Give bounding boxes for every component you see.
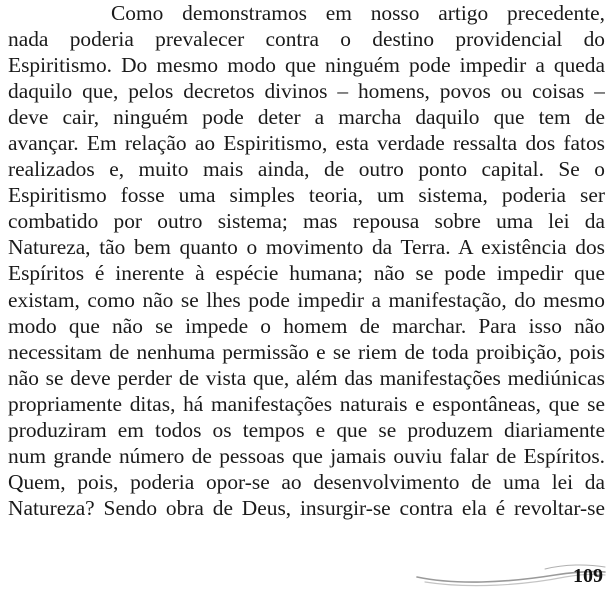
page-body	[8, 0, 605, 521]
text-line: necessitam de nenhuma permissão e se riem de toda proibição, pois	[8, 339, 605, 364]
text-line: Natureza, tão bem quanto o movimento da Terra. A existência dos	[8, 235, 605, 260]
text-line: modo que não se impede o homem de marchar. Para isso não	[8, 313, 605, 338]
text-line: não se deve perder de vista que, além das manifestações mediúnicas	[8, 365, 605, 390]
text-line: Espiritismo fosse uma simples teoria, um sistema, poderia ser	[8, 183, 605, 208]
text-line: realizados e, muito mais ainda, de outro ponto capital. Se o	[8, 157, 605, 182]
page-number: 109	[573, 565, 603, 587]
text-line: avançar. Em relação ao Espiritismo, esta verdade ressalta dos fatos	[8, 131, 605, 156]
text-line: existam, como não se lhes pode impedir a manifestação, do mesmo	[8, 287, 605, 312]
paragraph	[8, 0, 605, 521]
text-line: combatido por outro sistema; mas repousa sobre uma lei da	[8, 209, 605, 234]
page-footer	[0, 555, 607, 603]
text-line: daquilo que, pelos decretos divinos – homens, povos ou coisas –	[8, 79, 605, 104]
text-line: nada poderia prevalecer contra o destino providencial do	[8, 27, 605, 52]
text-line: Natureza? Sendo obra de Deus, insurgir-se contra ela é revoltar-se	[8, 495, 605, 520]
text-line: Espiritismo. Do mesmo modo que ninguém pode impedir a queda	[8, 53, 605, 78]
text-line: propriamente ditas, há manifestações naturais e espontâneas, que se	[8, 391, 605, 416]
text-line: Quem, pois, poderia opor-se ao desenvolvimento de uma lei da	[8, 469, 605, 494]
text-line: produziram em todos os tempos e que se produzem diariamente	[8, 417, 605, 442]
text-line: deve cair, ninguém pode deter a marcha daquilo que tem de	[8, 105, 605, 130]
text-line: Como demonstramos em nosso artigo precedente,	[111, 1, 605, 25]
text-line: Espíritos é inerente à espécie humana; não se pode impedir que	[8, 261, 605, 286]
text-line: num grande número de pessoas que jamais ouviu falar de Espíritos.	[8, 443, 605, 468]
